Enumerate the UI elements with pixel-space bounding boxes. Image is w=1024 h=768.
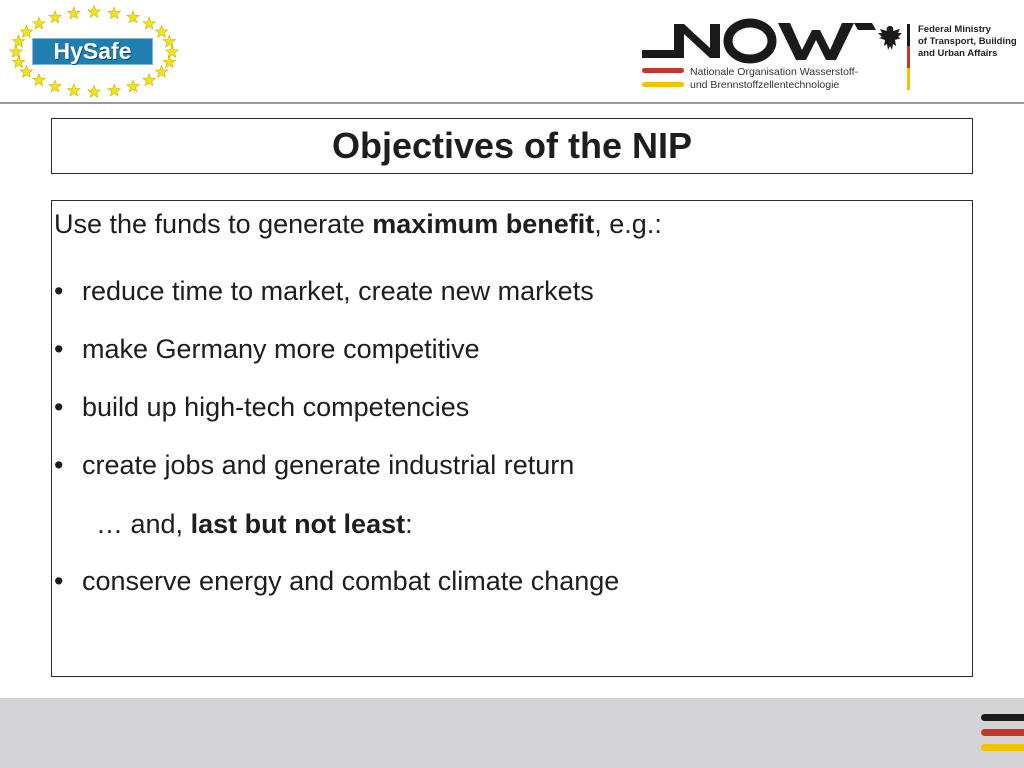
content-box bbox=[51, 200, 973, 677]
logo-star bbox=[143, 74, 155, 86]
logo-star bbox=[108, 84, 120, 96]
logo-star bbox=[127, 11, 139, 23]
logo-star bbox=[20, 26, 32, 38]
logo-star bbox=[88, 86, 100, 98]
now-subtitle bbox=[690, 66, 880, 92]
bullet-symbol: • bbox=[54, 450, 64, 480]
hysafe-logo-text: HySafe bbox=[32, 38, 153, 65]
header-divider bbox=[0, 102, 1024, 104]
bullet-text: reduce time to market, create new markets bbox=[82, 276, 594, 306]
flag-stripes-icon bbox=[981, 714, 1024, 752]
logo-star bbox=[10, 46, 22, 58]
bullet-item bbox=[54, 392, 469, 423]
logo-star bbox=[68, 7, 80, 19]
logo-star bbox=[68, 84, 80, 96]
ministry-flag-bar bbox=[907, 24, 910, 90]
bullet-item bbox=[54, 334, 480, 365]
bullet-item bbox=[54, 276, 594, 307]
logo-star bbox=[49, 11, 61, 23]
bullet-symbol: • bbox=[54, 392, 64, 422]
logo-star bbox=[12, 56, 24, 68]
title-box bbox=[51, 118, 973, 174]
now-logo bbox=[640, 18, 882, 64]
bullet-text: conserve energy and combat climate change bbox=[82, 566, 620, 596]
logo-star bbox=[33, 74, 45, 86]
bullet-item-final bbox=[54, 566, 619, 597]
subline-suffix: : bbox=[405, 509, 413, 539]
now-subtitle-line: Nationale Organisation Wasserstoff- bbox=[690, 66, 859, 78]
intro-suffix: , e.g.: bbox=[594, 209, 662, 239]
intro-bold: maximum benefit bbox=[372, 209, 595, 239]
bullet-text: create jobs and generate industrial return bbox=[82, 450, 575, 480]
now-subtitle-line: und Brennstoffzellentechnologie bbox=[690, 79, 840, 91]
bullet-item bbox=[54, 450, 574, 481]
ministry-line: and Urban Affairs bbox=[918, 48, 998, 59]
footer-bar bbox=[0, 698, 1024, 768]
header bbox=[0, 0, 1024, 104]
logo-star bbox=[108, 7, 120, 19]
subline-prefix: … and, bbox=[96, 509, 191, 539]
ministry-name bbox=[918, 24, 1022, 60]
bullet-text: build up high-tech competencies bbox=[82, 392, 470, 422]
bullet-symbol: • bbox=[54, 276, 64, 306]
ministry-line: of Transport, Building bbox=[918, 36, 1017, 47]
subline bbox=[96, 509, 413, 540]
bullet-symbol: • bbox=[54, 334, 64, 364]
logo-star bbox=[49, 80, 61, 92]
slide-title: Objectives of the NIP bbox=[331, 125, 693, 166]
intro-line bbox=[54, 209, 662, 240]
logo-star bbox=[88, 6, 100, 18]
logo-star bbox=[143, 17, 155, 29]
ministry-line: Federal Ministry bbox=[918, 24, 991, 35]
subline-bold: last but not least bbox=[190, 509, 406, 539]
bullet-text: make Germany more competitive bbox=[82, 334, 480, 364]
bullet-symbol: • bbox=[54, 566, 64, 596]
logo-star bbox=[163, 56, 175, 68]
logo-star bbox=[33, 17, 45, 29]
intro-prefix: Use the funds to generate bbox=[54, 209, 373, 239]
logo-star bbox=[155, 26, 167, 38]
logo-star bbox=[127, 80, 139, 92]
logo-star bbox=[166, 46, 178, 58]
federal-eagle-icon bbox=[876, 24, 904, 54]
